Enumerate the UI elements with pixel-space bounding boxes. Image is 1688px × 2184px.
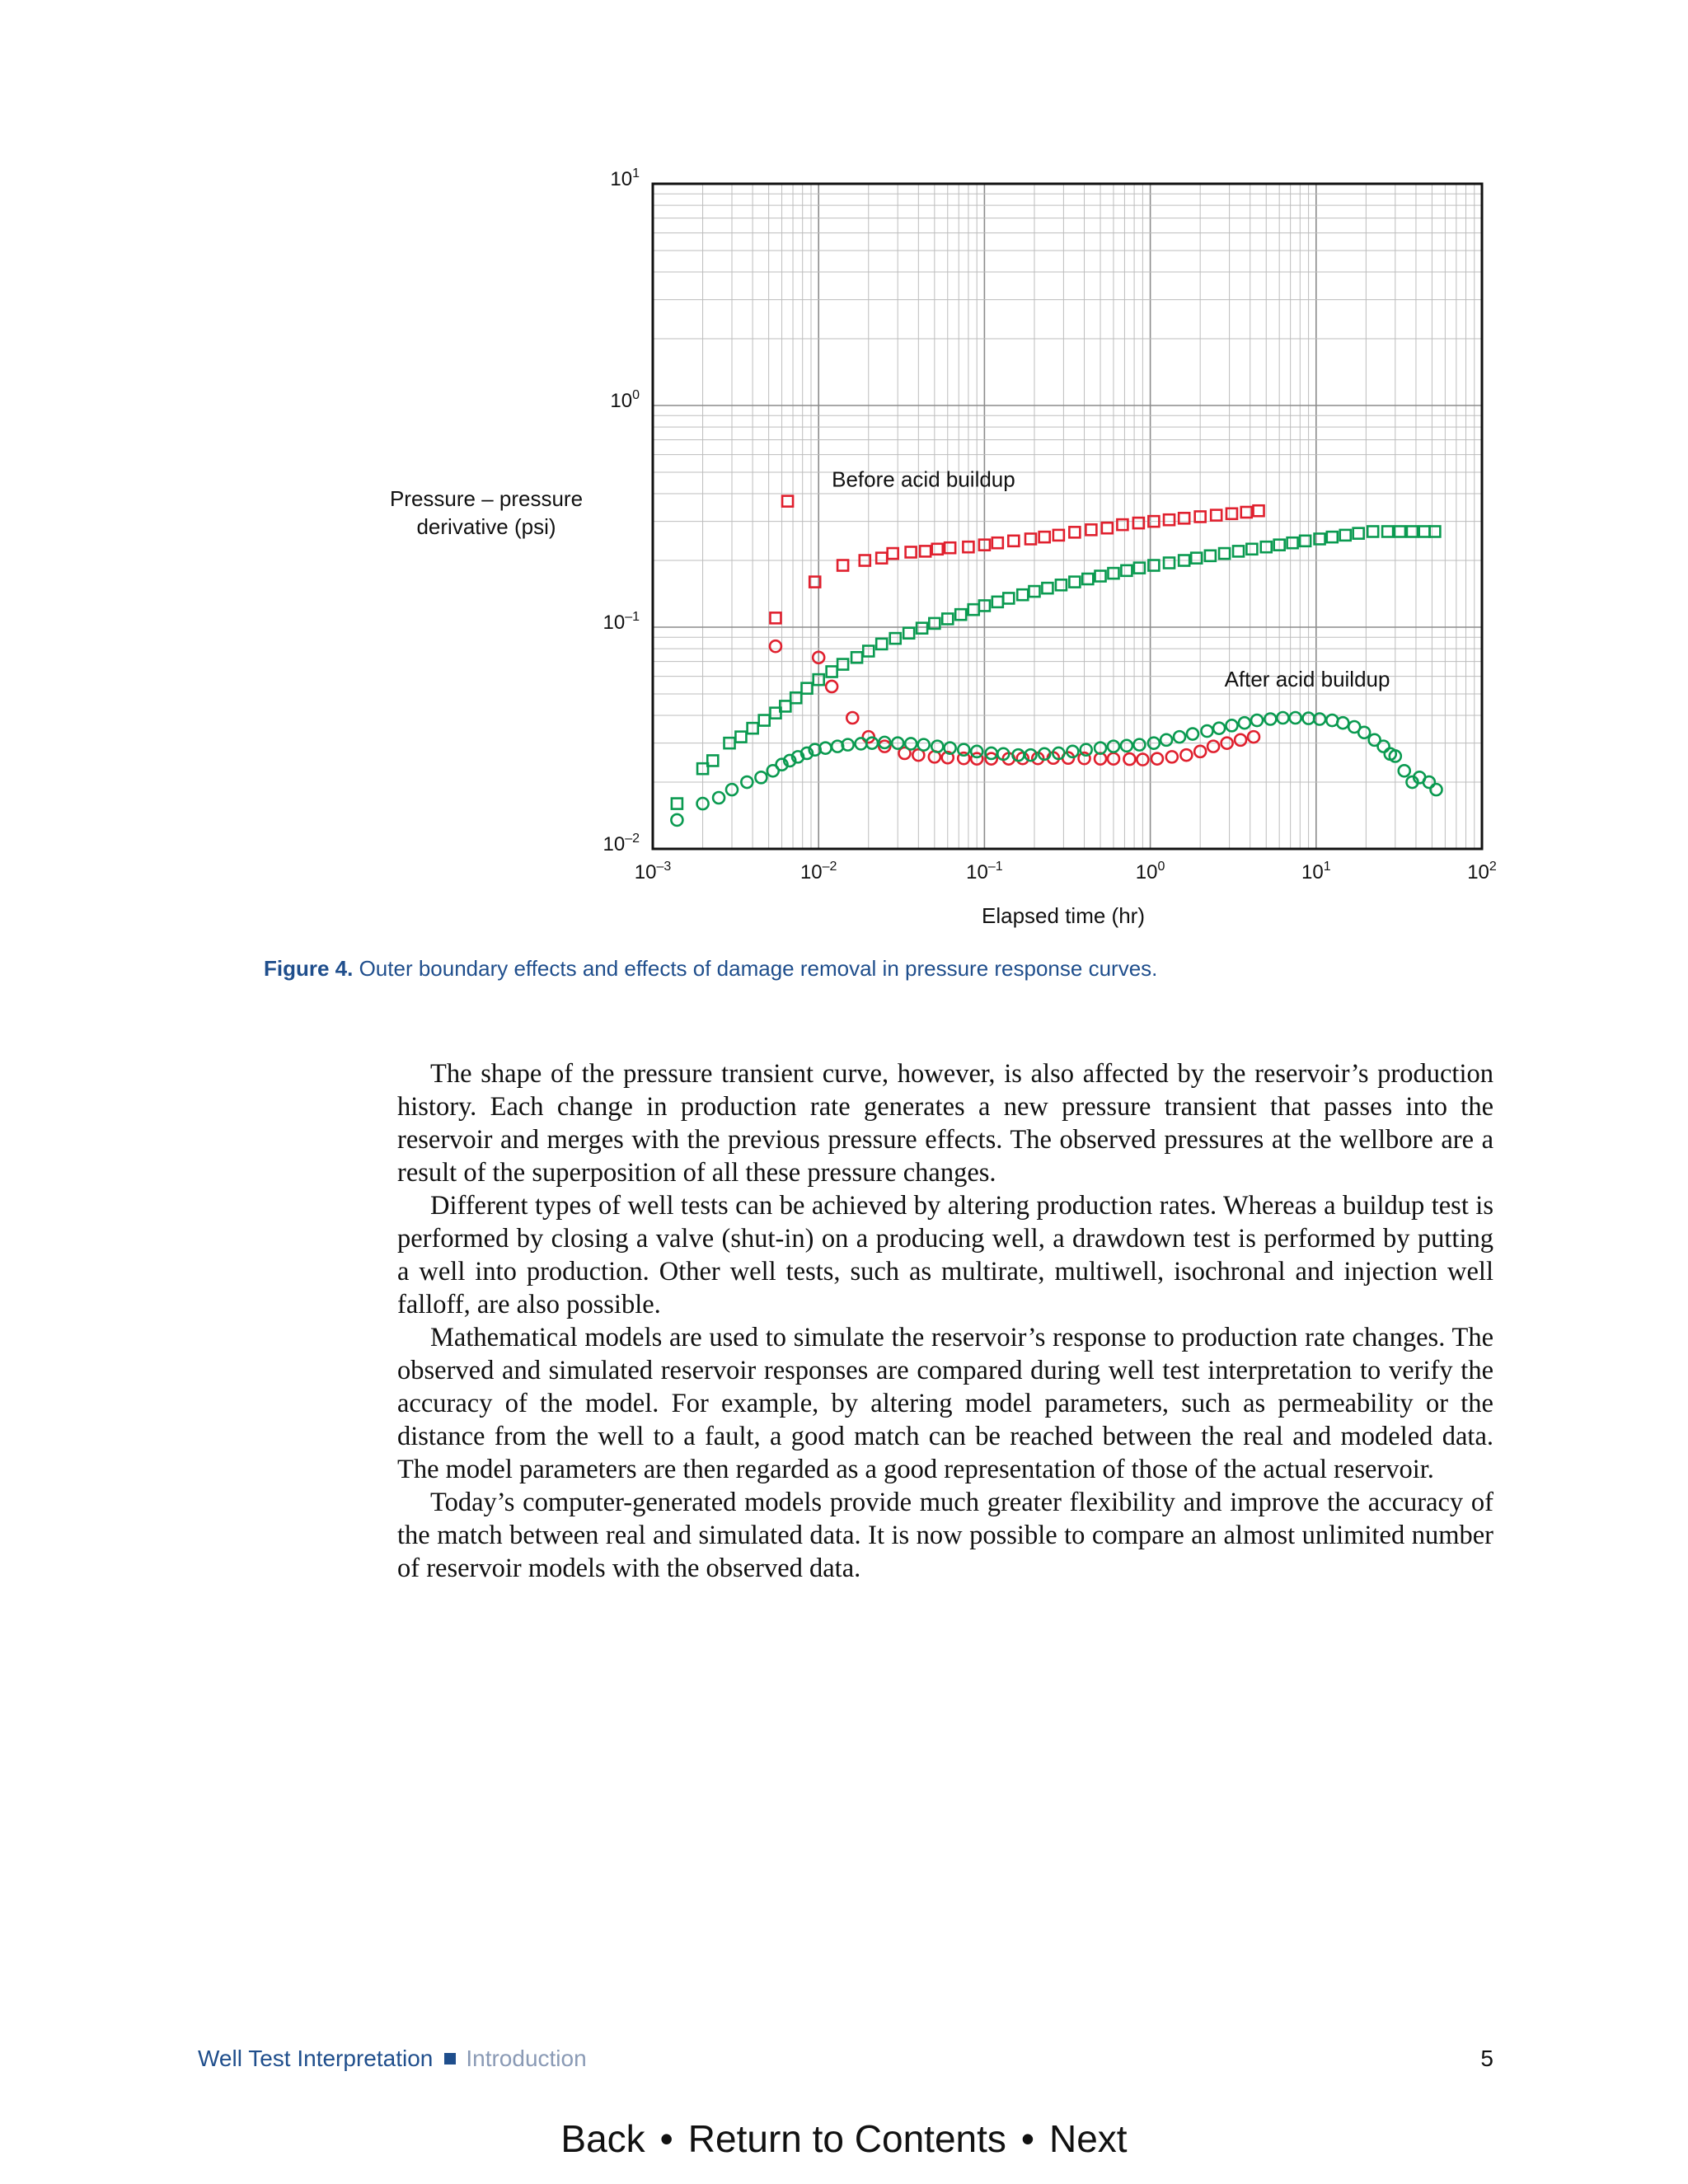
x-tick-label: $10^1$ (1301, 860, 1331, 883)
nav-separator: • (1020, 2117, 1034, 2160)
annotation-label: After acid buildup (1224, 666, 1390, 691)
red-square-marker (1039, 532, 1050, 542)
red-square-marker (906, 546, 917, 557)
green-circle-marker (755, 771, 767, 783)
green-circle-marker (1226, 719, 1237, 731)
green-square-marker (1353, 528, 1364, 539)
back-link[interactable]: Back (560, 2117, 645, 2160)
green-circle-marker (1187, 729, 1198, 740)
paragraph: The shape of the pressure transient curve, however, is also affected by the reservoir’s production history. Each change in production rate generates a new pressure transient that passes into the reservoir and merges with the previous pressure effects. The observed pressures at the wellbore are a result of the superposition of all these pressure changes. (397, 1059, 1493, 1188)
green-circle-marker (1399, 765, 1410, 776)
green-square-marker (890, 633, 901, 644)
x-tick-label: $10^{-1}$ (966, 860, 1003, 883)
green-square-marker (672, 799, 682, 809)
red-circle-marker (1151, 753, 1163, 765)
red-square-marker (1053, 530, 1064, 541)
green-circle-marker (1358, 727, 1370, 738)
paragraph: Different types of well tests can be achieved by altering production rates. Whereas a buildup test is performed by closing a valve (shut-in) on a producing well, a drawdown test is performed by putting a well into production. Other well tests, such as multirate, multiwell, isochronal and injection well falloff, are also possible. (397, 1191, 1493, 1319)
body-text (397, 1057, 1493, 1585)
red-square-marker (920, 546, 931, 556)
red-circle-marker (826, 681, 837, 692)
green-square-marker (992, 597, 1003, 607)
green-square-marker (827, 666, 837, 677)
return-to-contents-link[interactable]: Return to Contents (687, 2117, 1006, 2160)
red-square-marker (876, 553, 887, 564)
green-square-marker (1134, 563, 1145, 574)
green-square-marker (1300, 536, 1311, 546)
green-square-marker (1069, 577, 1080, 588)
x-tick-label: $10^0$ (1135, 860, 1165, 883)
green-square-marker (1219, 548, 1230, 559)
red-circle-marker (1123, 753, 1135, 765)
green-square-marker (955, 609, 966, 620)
green-square-marker (1382, 526, 1393, 537)
green-square-marker (876, 639, 887, 649)
green-circle-marker (1201, 725, 1212, 737)
green-square-marker (1205, 551, 1216, 561)
green-square-marker (968, 604, 979, 615)
axis-ticks (603, 166, 1497, 883)
green-circle-marker (1160, 734, 1172, 746)
green-circle-marker (671, 814, 682, 826)
green-square-marker (1056, 579, 1067, 590)
x-tick-label: $10^{-3}$ (634, 860, 672, 883)
green-square-marker (735, 732, 746, 743)
y-axis-label-line2: derivative (psi) (416, 514, 556, 539)
figure-label: Figure 4. (264, 956, 354, 981)
red-square-marker (782, 496, 793, 507)
green-square-marker (837, 659, 848, 670)
green-square-marker (1121, 565, 1132, 576)
green-circle-marker (1251, 715, 1263, 726)
green-circle-marker (918, 739, 930, 751)
green-circle-marker (1213, 723, 1225, 734)
green-square-marker (1017, 589, 1028, 600)
green-circle-marker (1174, 731, 1185, 743)
red-square-marker (1164, 514, 1175, 525)
green-circle-marker (1277, 712, 1288, 724)
x-axis-label: Elapsed time (hr) (982, 903, 1145, 928)
red-square-marker (1117, 519, 1128, 530)
green-circle-marker (1121, 740, 1132, 752)
y-axis-label (363, 485, 610, 541)
green-circle-marker (713, 792, 724, 804)
y-tick-label: $10^1$ (610, 166, 640, 190)
pressure-response-chart (0, 0, 1688, 1030)
red-square-marker (1226, 509, 1237, 519)
red-square-marker (770, 612, 781, 623)
green-square-marker (1003, 593, 1014, 603)
green-circle-marker (1290, 712, 1301, 724)
green-square-marker (1419, 526, 1430, 537)
red-circle-marker (1207, 741, 1219, 752)
footer-separator-icon (444, 2053, 456, 2064)
next-link[interactable]: Next (1049, 2117, 1128, 2160)
red-circle-marker (770, 640, 781, 652)
y-tick-label: $10^{-1}$ (603, 610, 640, 634)
green-square-marker (1042, 583, 1053, 593)
green-square-marker (1287, 537, 1298, 548)
data-markers (671, 496, 1442, 826)
red-square-marker (1085, 524, 1096, 535)
green-square-marker (1246, 544, 1257, 555)
red-square-marker (1102, 523, 1113, 533)
y-axis-label-line1: Pressure – pressure (389, 486, 584, 511)
green-circle-marker (931, 741, 943, 752)
red-circle-marker (1248, 731, 1259, 743)
nav-separator: • (659, 2117, 673, 2160)
green-square-marker (1327, 532, 1338, 542)
green-square-marker (1429, 526, 1440, 537)
red-square-marker (932, 544, 943, 555)
green-circle-marker (905, 738, 917, 749)
paragraph: Mathematical models are used to simulate the reservoir’s response to production rate changes. The observed and simulated reservoir responses are compared during well test interpretation to verify the accuracy of the model. For example, by altering model parameters, such as permeability or the distance from the well to a fault, a good match can be reached between the real and modeled data. The model parameters are then regarded as a good representation of those of the actual reservoir. (397, 1323, 1493, 1484)
red-square-marker (1069, 527, 1080, 537)
red-circle-marker (846, 712, 858, 724)
green-circle-marker (1337, 717, 1348, 729)
green-circle-marker (856, 738, 867, 749)
green-circle-marker (1133, 739, 1145, 751)
navigation-bar (0, 2116, 1688, 2161)
green-circle-marker (958, 744, 969, 756)
figure-caption-text: Outer boundary effects and effects of damage removal in pressure response curves. (353, 956, 1158, 981)
red-circle-marker (1166, 751, 1178, 762)
red-square-marker (888, 548, 898, 559)
x-tick-label: $10^{-2}$ (799, 860, 837, 883)
footer-title: Well Test Interpretation (198, 2046, 434, 2071)
red-square-marker (1179, 513, 1189, 523)
red-square-marker (945, 542, 955, 553)
green-square-marker (759, 715, 770, 726)
page-footer (198, 2046, 1493, 2072)
paragraph: Today’s computer-generated models provide much greater flexibility and improve the accuracy of the match between real and simulated data. It is now possible to compare an almost unlimited number of reservoir models with the observed data. (397, 1488, 1493, 1583)
figure-caption (264, 956, 1500, 982)
red-square-marker (1211, 510, 1221, 521)
red-square-marker (992, 537, 1003, 548)
y-tick-label: $10^{-2}$ (603, 832, 640, 855)
annotation-label: Before acid buildup (832, 466, 1015, 492)
red-square-marker (1254, 505, 1264, 516)
page-number: 5 (1480, 2046, 1493, 2071)
green-square-marker (1395, 526, 1405, 537)
red-circle-marker (1235, 734, 1246, 746)
red-square-marker (837, 560, 848, 571)
x-tick-label: $10^2$ (1467, 860, 1497, 883)
green-square-marker (903, 628, 914, 639)
red-circle-marker (1180, 749, 1192, 761)
green-square-marker (1367, 526, 1378, 537)
green-square-marker (1233, 546, 1244, 556)
green-circle-marker (1239, 717, 1250, 729)
y-tick-label: $10^0$ (610, 388, 640, 412)
green-square-marker (1164, 557, 1175, 568)
red-square-marker (1008, 536, 1019, 546)
green-circle-marker (1378, 741, 1390, 752)
green-square-marker (1340, 530, 1351, 541)
footer-section: Introduction (466, 2046, 587, 2071)
